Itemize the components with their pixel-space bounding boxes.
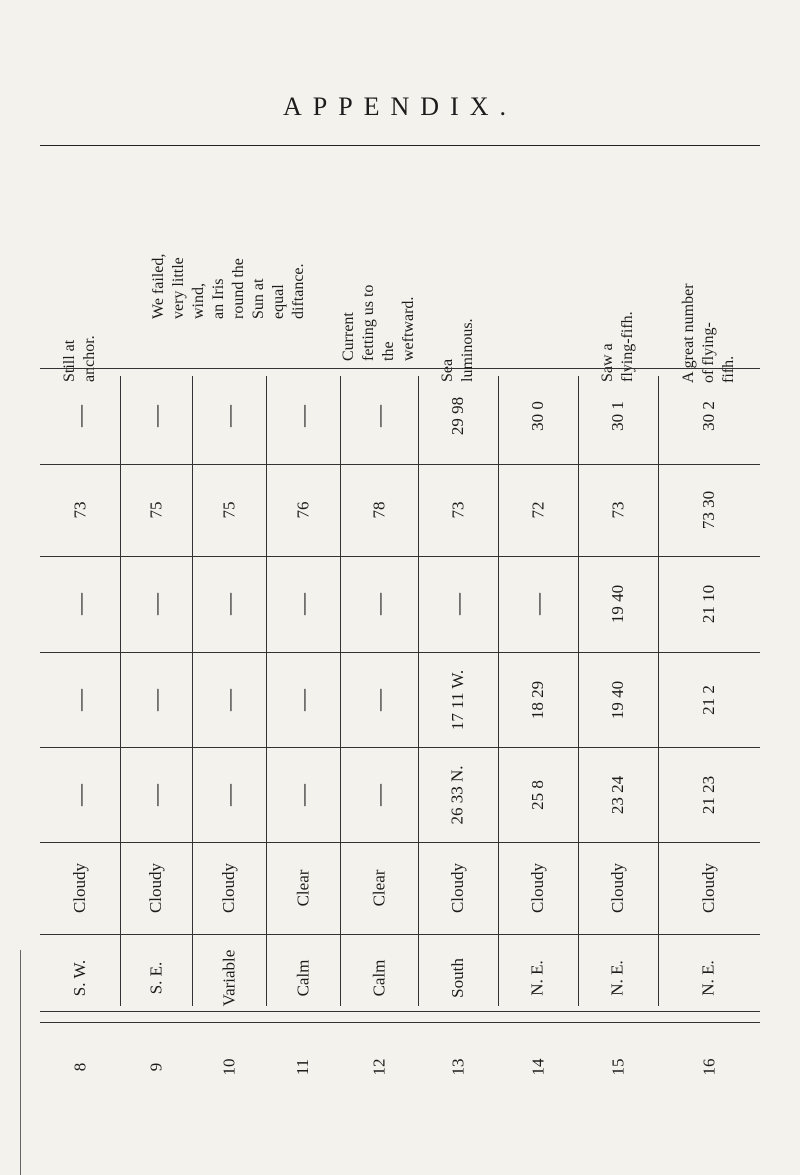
cell-lat-day-8 [40, 747, 120, 842]
lon-text: 21 10 [699, 584, 718, 624]
therm-text: 75 [146, 501, 165, 519]
cell-day-day-14 [498, 1022, 578, 1111]
therm-text: 73 [608, 501, 627, 519]
cell-remark-day-10 [150, 146, 307, 368]
left-margin-line [20, 950, 21, 1175]
cell-therm-day-13 [418, 464, 498, 556]
cell-var-day-13 [418, 368, 498, 464]
cell-wind-day-9 [120, 934, 192, 1022]
cell-lat_obs-day-9 [120, 652, 192, 747]
cell-weather-day-9 [120, 842, 192, 934]
lat_obs-text: — [290, 688, 315, 711]
cell-day-day-12 [340, 1022, 418, 1111]
lat_obs-text: — [143, 688, 168, 711]
var-text: 29 98 [448, 396, 467, 436]
column-divider [498, 376, 499, 1006]
cell-day-day-13 [418, 1022, 498, 1111]
column-divider [578, 376, 579, 1006]
cell-lat-day-15 [578, 747, 658, 842]
lat-text: — [216, 783, 241, 806]
var-text: 30 2 [699, 401, 718, 431]
lat_obs-text: — [216, 688, 241, 711]
cell-lon-day-16 [658, 556, 760, 652]
weather-text: Cloudy [528, 862, 547, 914]
remark-text: A great number of flying- fifh. [680, 283, 737, 383]
cell-therm-day-16 [658, 464, 760, 556]
cell-lat-day-14 [498, 747, 578, 842]
cell-var-day-9 [120, 368, 192, 464]
page-title: APPENDIX. [282, 92, 518, 121]
cell-lat_obs-day-11 [266, 652, 340, 747]
lon-text: — [366, 593, 391, 615]
var-text: — [366, 405, 391, 427]
lon-text: — [67, 593, 92, 615]
column-divider [340, 376, 341, 1006]
lon-text: — [525, 593, 550, 615]
cell-weather-day-12 [340, 842, 418, 934]
cell-day-day-10 [192, 1022, 266, 1111]
lat_obs-text: 17 11 W. [447, 669, 467, 730]
var-text: — [143, 405, 168, 427]
cell-lat_obs-day-14 [498, 652, 578, 747]
weather-text: Cloudy [448, 862, 467, 914]
cell-lat-day-13 [418, 747, 498, 842]
cell-remark-day-16 [658, 146, 760, 383]
cell-therm-day-15 [578, 464, 658, 556]
cell-lat_obs-day-16 [658, 652, 760, 747]
cell-wind-day-10 [192, 934, 266, 1022]
weather-text: Cloudy [699, 862, 718, 914]
cell-therm-day-12 [340, 464, 418, 556]
wind-text: N. E. [607, 960, 627, 996]
lat-text: 25 8 [528, 779, 547, 810]
lat_obs-text: 21 2 [699, 684, 718, 715]
cell-weather-day-16 [658, 842, 760, 934]
cell-lat_obs-day-8 [40, 652, 120, 747]
wind-text: N. E. [698, 960, 718, 996]
log-table-grid [40, 146, 760, 1075]
weather-text: Clear [292, 869, 312, 907]
lat-text: — [366, 783, 391, 806]
cell-wind-day-11 [266, 934, 340, 1022]
bottom-rule [40, 1011, 760, 1012]
cell-day-day-9 [120, 1022, 192, 1111]
remark-text: We failed, very little wind, an Iris round the Sun at equal diftance. [150, 253, 307, 319]
day-text: 9 [146, 1062, 165, 1071]
remark-text: Saw a flying-fifh. [599, 311, 636, 382]
cell-var-day-12 [340, 368, 418, 464]
therm-text: 76 [293, 501, 312, 519]
var-text: 30 1 [608, 401, 627, 431]
cell-var-day-10 [192, 368, 266, 464]
remark-text: Sea luminous. [439, 318, 476, 382]
cell-weather-day-8 [40, 842, 120, 934]
cell-var-day-16 [658, 368, 760, 464]
cell-lon-day-9 [120, 556, 192, 652]
lon-text: — [290, 593, 315, 615]
cell-therm-day-8 [40, 464, 120, 556]
cell-therm-day-9 [120, 464, 192, 556]
var-text: 30 0 [528, 401, 547, 431]
day-text: 16 [699, 1058, 718, 1075]
lon-text: 19 40 [608, 584, 627, 624]
cell-weather-day-15 [578, 842, 658, 934]
cell-wind-day-15 [578, 934, 658, 1022]
weather-text: Cloudy [70, 862, 89, 914]
therm-text: 72 [528, 501, 547, 519]
day-text: 11 [293, 1058, 312, 1075]
day-text: 8 [70, 1062, 89, 1071]
day-text: 13 [448, 1058, 467, 1075]
column-divider [418, 376, 419, 1006]
cell-var-day-14 [498, 368, 578, 464]
day-text: 15 [608, 1058, 627, 1075]
cell-wind-day-8 [40, 934, 120, 1022]
var-text: — [216, 405, 241, 427]
lat-text: — [67, 783, 92, 806]
lat-text: — [290, 783, 315, 806]
lat-text: 21 23 [699, 775, 718, 814]
wind-text: S. E. [146, 961, 165, 995]
cell-wind-day-14 [498, 934, 578, 1022]
cell-wind-day-13 [418, 934, 498, 1022]
wind-text: S. W. [69, 959, 89, 997]
cell-lat_obs-day-13 [418, 652, 498, 747]
cell-lon-day-12 [340, 556, 418, 652]
cell-therm-day-11 [266, 464, 340, 556]
cell-remark-day-12 [340, 146, 418, 368]
cell-day-day-11 [266, 1022, 340, 1111]
weather-text: Cloudy [146, 862, 165, 914]
cell-lon-day-14 [498, 556, 578, 652]
cell-var-day-15 [578, 368, 658, 464]
therm-text: 73 [448, 501, 467, 519]
cell-lat_obs-day-15 [578, 652, 658, 747]
lat_obs-text: — [366, 688, 391, 711]
column-divider [120, 376, 121, 1006]
wind-text: Calm [293, 959, 312, 997]
cell-var-day-8 [40, 368, 120, 464]
cell-weather-day-13 [418, 842, 498, 934]
cell-lat-day-16 [658, 747, 760, 842]
lat_obs-text: 19 40 [608, 680, 627, 719]
var-text: — [67, 405, 92, 427]
cell-remark-day-15 [578, 146, 658, 382]
weather-text: Cloudy [219, 862, 238, 914]
remark-text: Still at anchor. [61, 335, 98, 382]
cell-wind-day-16 [658, 934, 760, 1022]
cell-remark-day-14 [498, 146, 578, 368]
cell-lat_obs-day-10 [192, 652, 266, 747]
lat-text: 23 24 [608, 775, 627, 814]
day-text: 12 [369, 1058, 388, 1075]
lat-text: 26 33 N. [448, 764, 467, 825]
wind-text: N. E. [527, 960, 547, 996]
cell-var-day-11 [266, 368, 340, 464]
day-text: 10 [219, 1058, 238, 1075]
wind-text: Variable [218, 949, 238, 1007]
therm-text: 75 [219, 501, 238, 519]
cell-lat-day-9 [120, 747, 192, 842]
cell-day-day-15 [578, 1022, 658, 1111]
weather-text: Clear [368, 869, 388, 907]
var-text: — [290, 405, 315, 427]
cell-lat-day-12 [340, 747, 418, 842]
cell-day-day-16 [658, 1022, 760, 1111]
remark-text: Current fetting us to the weftward. [340, 284, 417, 361]
lon-text: — [143, 593, 168, 615]
cell-lat_obs-day-12 [340, 652, 418, 747]
cell-lon-day-13 [418, 556, 498, 652]
cell-remark-day-13 [418, 146, 498, 382]
cell-remark-day-11 [266, 146, 340, 368]
lon-text: — [216, 593, 241, 615]
cell-lon-day-8 [40, 556, 120, 652]
lat_obs-text: — [67, 688, 92, 711]
cell-therm-day-14 [498, 464, 578, 556]
cell-lon-day-10 [192, 556, 266, 652]
therm-text: 73 [70, 501, 89, 519]
column-divider [266, 376, 267, 1006]
cell-lon-day-15 [578, 556, 658, 652]
cell-weather-day-10 [192, 842, 266, 934]
column-divider [192, 376, 193, 1006]
weather-text: Cloudy [608, 862, 627, 914]
lat_obs-text: 18 29 [528, 680, 547, 719]
day-text: 14 [528, 1058, 547, 1075]
cell-lon-day-11 [266, 556, 340, 652]
cell-day-day-8 [40, 1022, 120, 1111]
cell-lat-day-10 [192, 747, 266, 842]
wind-text: South [448, 958, 467, 998]
lat-text: — [143, 783, 168, 806]
wind-text: Calm [369, 959, 388, 997]
therm-text: 73 30 [699, 490, 718, 530]
cell-weather-day-11 [266, 842, 340, 934]
cell-remark-day-8 [40, 146, 120, 382]
therm-text: 78 [369, 501, 388, 519]
cell-weather-day-14 [498, 842, 578, 934]
column-divider [658, 376, 659, 1006]
cell-wind-day-12 [340, 934, 418, 1022]
lon-text: — [445, 593, 470, 615]
cell-lat-day-11 [266, 747, 340, 842]
cell-therm-day-10 [192, 464, 266, 556]
